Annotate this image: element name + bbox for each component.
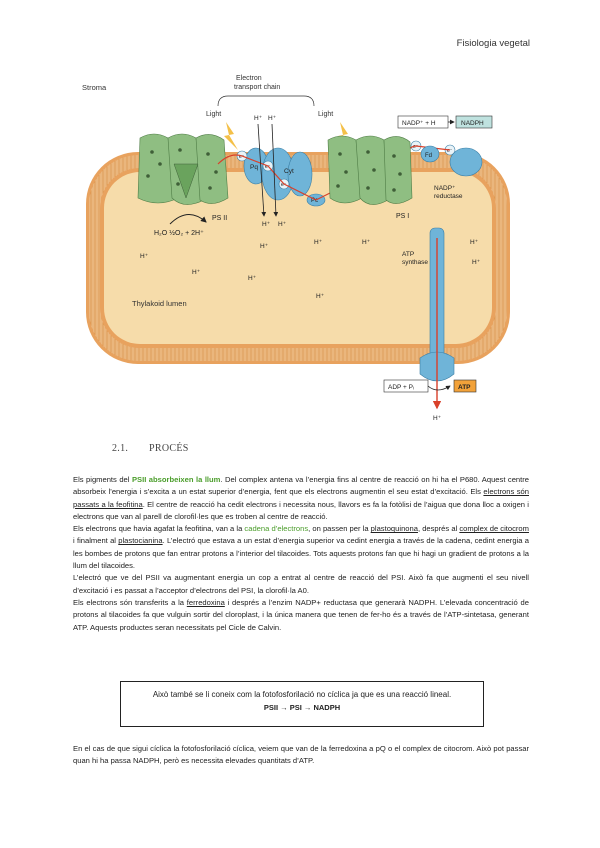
paragraph-4: Els electrons són transferits a la ferredoxina i després a l’enzim NADP+ reductasa que generarà NADPH. L’elevada concentració de protons al tilacoides fa que vulguin sortir del cloroplast, i la única manera que tenen de fer-ho és a través de l’ATP-sintetasa, generant ATP. Aquests productes seran necessitats pel Cicle de Calvin. — [73, 597, 529, 632]
e-2: e⁻ — [265, 164, 271, 170]
light-right-label: Light — [318, 111, 334, 118]
e-3: e⁻ — [281, 182, 287, 188]
nadph-label: NADPH — [461, 120, 484, 127]
nadp-label: NADP⁺ + H — [402, 120, 436, 127]
hplus-6: H⁺ — [260, 243, 269, 250]
hplus-11: H⁺ — [316, 293, 325, 300]
hplus-4: H⁺ — [278, 221, 287, 228]
hplus-exit: H⁺ — [433, 415, 442, 422]
atp-label: ATP — [458, 384, 471, 391]
hplus-7: H⁺ — [314, 239, 323, 246]
atp-synthase-label-2: synthase — [402, 259, 429, 266]
pc-label: Pc — [311, 198, 319, 204]
psii-complex — [138, 134, 228, 205]
section-title: PROCÉS — [149, 443, 189, 454]
paragraph-3: L’electró que ve del PSII va augmentant energia un cop a entrat al centre de reacció del PSI. Això fa que augmenti el seu nivell d’excitació i es passat a l’acceptor d’electrons del PSI, la clorofil·la A0. — [73, 573, 529, 595]
reductase-label-2: reductase — [434, 193, 463, 200]
note-box — [120, 681, 484, 727]
hplus-14: H⁺ — [472, 259, 481, 266]
e-1: e⁻ — [239, 154, 245, 160]
psii-label: PS II — [212, 215, 228, 222]
stroma-label: Stroma — [82, 83, 107, 92]
adp-label: ADP + Pᵢ — [388, 384, 415, 391]
body-text — [73, 474, 529, 634]
etc-label-1: Electron — [236, 75, 262, 82]
section-heading — [112, 443, 189, 454]
hplus-5: H⁺ — [140, 253, 149, 260]
section-number: 2.1. — [112, 443, 129, 454]
lumen-label: Thylakoid lumen — [132, 299, 187, 308]
e-5: e⁻ — [413, 144, 419, 150]
paragraph-5: En el cas de que sigui cíclica la fotofosforilació cíclica, veiem que van de la ferredoxina a pQ o el complex de citocrom. Això pot passar quan hi ha passa NADPH, però es necessita elevades quantitats d’ATP. — [73, 744, 529, 766]
e-6: e⁻ — [447, 148, 453, 154]
pq-label: Pq — [250, 164, 258, 171]
fd-label: Fd — [425, 153, 433, 159]
hplus-3: H⁺ — [262, 221, 271, 228]
page-header: Fisiologia vegetal — [456, 38, 530, 49]
photosynthesis-diagram — [78, 68, 518, 430]
reductase-label-1: NADP⁺ — [434, 185, 456, 192]
note-line-1: Això també se li coneix com la fotofosforilació no cíclica ja que es una reacció lineal. — [152, 690, 452, 699]
hplus-13: H⁺ — [470, 239, 479, 246]
paragraph-2: Els electrons que havia agafat la feofitina, van a la cadena d’electrons, on passen per la plastoquinona, després al complex de citocrom i finalment al plastocianina. L’electró que estava a un estat d’energia superior va cedint energia a través de la cadena, cedint energia a les bombes de protons que fan entrar protons a l’interior del tilacoides. Tots aquests protons fan que hi hagi un gradient de protons a la llum del tilacoides. — [73, 524, 529, 571]
hplus-10: H⁺ — [248, 275, 257, 282]
paragraph-1: Els pigments del PSII absorbeixen la llum. Del complex antena va l’energia fins al centre de reacció on hi ha el P680. Aquest centre absorbeix l’energia i s’excita a un estat superior d’energia, fent que els electrons augmentin el seu estat d’excitació. Els electrons són passats a la feofitina. El centre de reacció ha cedit electrons i necessita nous, llavors es fa la fotòlisi de l’aigua que dona lloc a oxigen i electrons que van al parell de clorofil·les que es troben al centre de reacció. — [73, 475, 530, 521]
hplus-8: H⁺ — [362, 239, 371, 246]
water-label: H₂O ½O₂ + 2H⁺ — [154, 230, 204, 237]
hplus-1: H⁺ — [254, 115, 263, 122]
psi-label: PS I — [396, 213, 410, 220]
etc-label-2: transport chain — [234, 84, 281, 91]
note-line-2: PSII → PSI → NADPH — [263, 703, 341, 712]
closing-text — [73, 743, 529, 768]
hplus-9: H⁺ — [192, 269, 201, 276]
hplus-2: H⁺ — [268, 115, 277, 122]
psi-complex — [328, 136, 412, 205]
atp-synthase-label-1: ATP — [402, 251, 415, 258]
light-left-label: Light — [206, 111, 222, 118]
cyt-label: Cyt — [284, 168, 294, 175]
